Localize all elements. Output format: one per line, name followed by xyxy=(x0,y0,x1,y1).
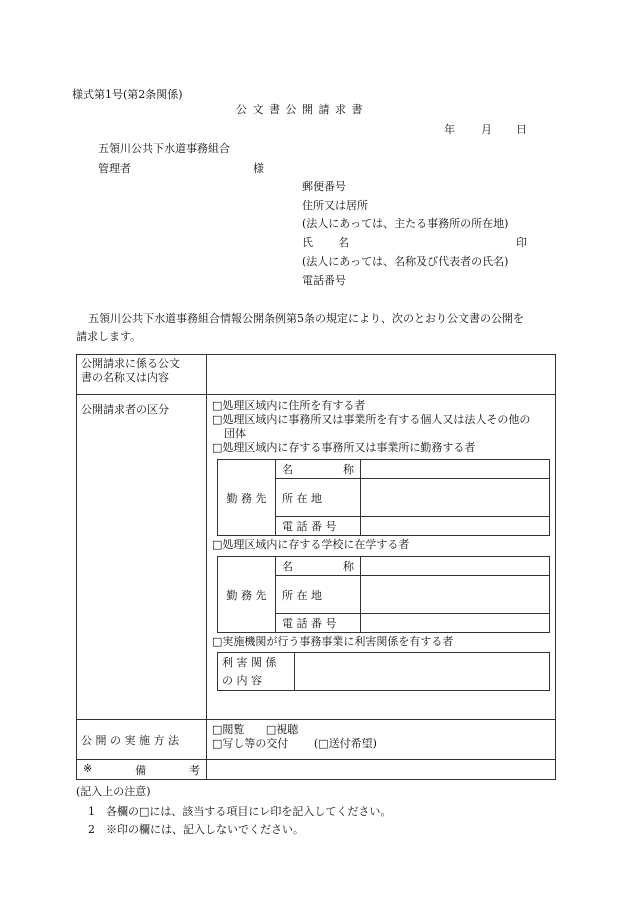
category-option-interested-party[interactable]: □実施機関が行う事務事業に利害関係を有する者 xyxy=(212,635,454,648)
document-name-label-line1: 公開請求に係る公文 xyxy=(81,357,180,370)
addressee-role: 管理者 xyxy=(98,162,131,175)
notes-heading: (記入上の注意) xyxy=(76,785,151,798)
remarks-label-a: 備 xyxy=(135,763,147,777)
row-remarks xyxy=(77,760,556,780)
school-location-field[interactable] xyxy=(361,576,550,614)
document-name-label xyxy=(77,355,207,395)
disclosure-method-label: 公 開 の 実 施 方 法 xyxy=(77,720,207,760)
category-option-worker[interactable]: □処理区域内に存する事務所又は事業所に勤務する者 xyxy=(212,441,476,454)
row-requester-category xyxy=(77,395,556,720)
document-name-label-line2: 書の名称又は内容 xyxy=(81,371,169,384)
requester-name-label-a: 氏 xyxy=(302,236,313,249)
category-option-office-owner[interactable]: □処理区域内に事務所又は事業所を有する個人又は法人その他の xyxy=(212,413,531,426)
requester-address-note: (法人にあっては、主たる事務所の所在地) xyxy=(302,217,509,230)
disclosure-method-field xyxy=(207,720,556,760)
date-year: 年 xyxy=(444,123,455,136)
addressee-sama: 様 xyxy=(253,162,264,175)
school-name-label-b: 称 xyxy=(343,560,354,573)
school-name-label-a: 名 xyxy=(282,560,293,573)
remarks-label xyxy=(77,760,207,780)
requester-category-label xyxy=(77,395,207,720)
remarks-mark: ※ xyxy=(83,761,93,775)
method-mail-option[interactable]: (□送付希望) xyxy=(313,737,377,750)
interest-label-line1: 利 害 関 係 xyxy=(222,655,277,669)
interest-label xyxy=(218,653,295,691)
method-view-option[interactable]: □閲覧 xyxy=(212,723,245,736)
workplace-name-label-b: 称 xyxy=(343,463,354,476)
requester-postal-label: 郵便番号 xyxy=(302,180,346,193)
remarks-label-b: 考 xyxy=(189,763,200,777)
row-document-name xyxy=(77,355,556,395)
workplace-table xyxy=(217,459,550,536)
workplace-name-label xyxy=(276,460,361,479)
category-option-student[interactable]: □処理区域内に存する学校に在学する者 xyxy=(212,538,410,551)
school-phone-label: 電 話 番 号 xyxy=(276,614,361,633)
interest-field[interactable] xyxy=(295,653,550,691)
addressee-org: 五領川公共下水道事務組合 xyxy=(98,142,230,155)
workplace-phone-field[interactable] xyxy=(361,517,550,536)
workplace-phone-label: 電 話 番 号 xyxy=(276,517,361,536)
school-label: 勤 務 先 xyxy=(218,557,276,633)
method-listen-option[interactable]: □視聴 xyxy=(265,723,299,736)
interest-label-line2: の 内 容 xyxy=(222,673,262,687)
request-table xyxy=(76,354,556,780)
workplace-name-label-a: 名 xyxy=(282,463,293,476)
note-2-text: ※印の欄には、記入しないでください。 xyxy=(106,823,304,836)
workplace-name-field[interactable] xyxy=(361,460,550,479)
date-day: 日 xyxy=(516,123,527,136)
method-copy-option[interactable]: □写し等の交付 xyxy=(212,737,289,750)
requester-name-note: (法人にあっては、名称及び代表者の氏名) xyxy=(302,255,509,268)
note-1-text: 各欄の□には、該当する項目にレ印を記入してください。 xyxy=(106,805,392,818)
school-name-label xyxy=(276,557,361,576)
category-option-office-owner-cont: 団体 xyxy=(224,427,246,440)
requester-category-field xyxy=(207,395,556,720)
page-title: 公 文 書 公 開 請 求 書 xyxy=(236,103,364,116)
note-2-number: 2 xyxy=(88,823,95,836)
requester-name-label-b: 名 xyxy=(338,236,349,249)
requester-category-label-text: 公開請求者の区分 xyxy=(81,403,169,416)
school-table xyxy=(217,556,550,633)
form-number: 様式第1号(第2条関係) xyxy=(72,88,183,101)
row-disclosure-method xyxy=(77,720,556,760)
note-1-number: 1 xyxy=(88,805,95,818)
date-month: 月 xyxy=(481,123,492,136)
school-phone-field[interactable] xyxy=(361,614,550,633)
workplace-label: 勤 務 先 xyxy=(218,460,276,536)
interest-table xyxy=(217,652,550,691)
workplace-location-label: 所 在 地 xyxy=(276,479,361,517)
workplace-location-field[interactable] xyxy=(361,479,550,517)
document-name-field[interactable] xyxy=(207,355,556,395)
school-name-field[interactable] xyxy=(361,557,550,576)
intro-line-1: 五領川公共下水道事務組合情報公開条例第5条の規定により、次のとおり公文書の公開を xyxy=(88,312,524,325)
intro-line-2: 請求します。 xyxy=(76,330,142,343)
requester-address-label: 住所又は居所 xyxy=(302,199,368,212)
seal-mark: 印 xyxy=(516,236,527,249)
remarks-field xyxy=(207,760,556,780)
school-location-label: 所 在 地 xyxy=(276,576,361,614)
category-option-resident[interactable]: □処理区域内に住所を有する者 xyxy=(212,399,366,412)
requester-phone-label: 電話番号 xyxy=(302,274,346,287)
